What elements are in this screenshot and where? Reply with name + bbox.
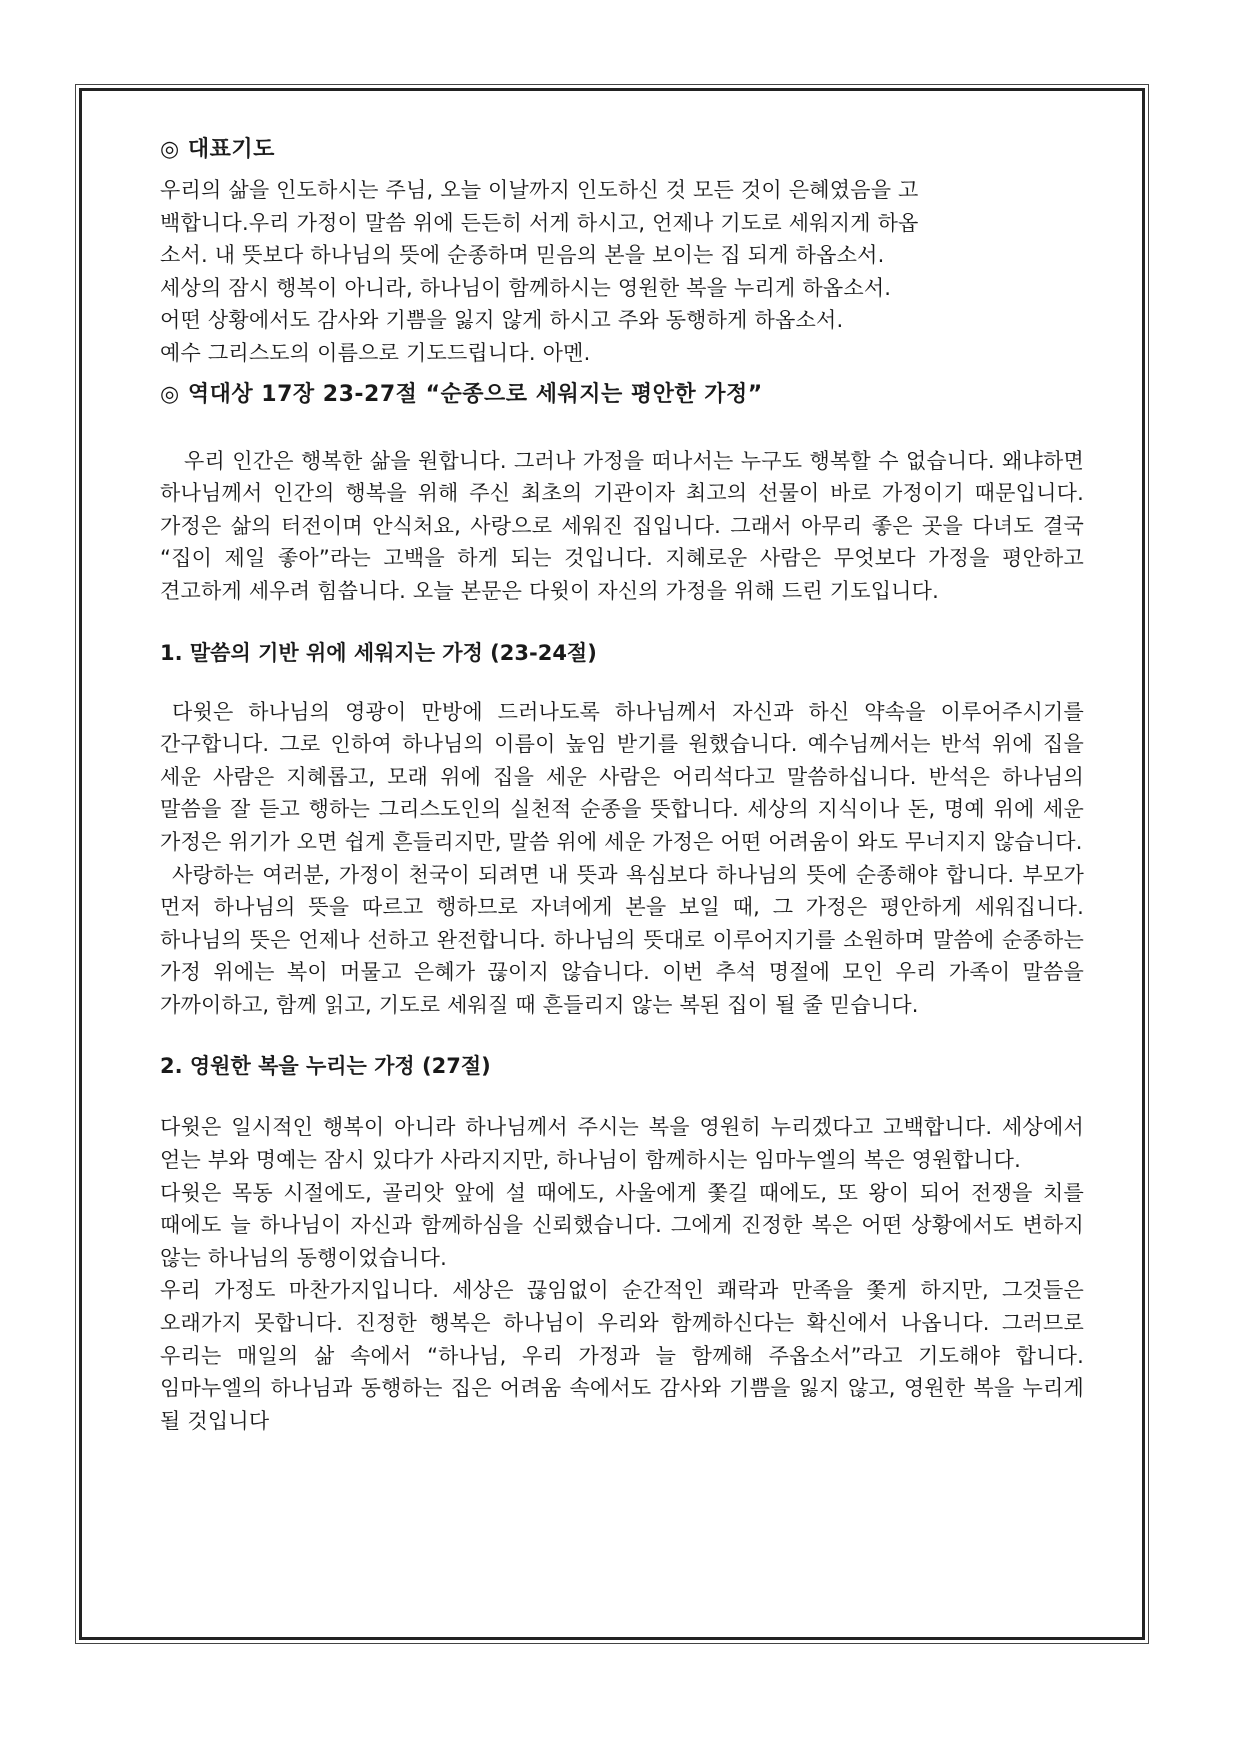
document-body [160, 134, 1084, 1437]
prayer-line: 어떤 상황에서도 감사와 기쁨을 잃지 않게 하시고 주와 동행하게 하옵소서. [160, 308, 844, 333]
prayer-text [160, 174, 1084, 370]
prayer-line: 백합니다.우리 가정이 말씀 위에 든든히 서게 하시고, 언제나 기도로 세워지게 하옵 [160, 210, 919, 235]
sermon-intro-paragraph: 우리 인간은 행복한 삶을 원합니다. 그러나 가정을 떠나서는 누구도 행복할 수 없습니다. 왜냐하면 하나님께서 인간의 행복을 위해 주신 최초의 기관이자 최고의 선물이 바로 가정이기 때문입니다. 가정은 삶의 터전이며 안식처요, 사랑으로 세워진 집입니다. 그래서 아무리 좋은 곳을 다녀도 결국 “집이 제일 좋아”라는 고백을 하게 되는 것입니다. 지혜로운 사람은 무엇보다 가정을 평안하고 견고하게 세우려 힘씁니다. 오늘 본문은 다윗이 자신의 가정을 위해 드린 기도입니다. [160, 448, 1084, 603]
section-1-paragraph-2: 사랑하는 여러분, 가정이 천국이 되려면 내 뜻과 욕심보다 하나님의 뜻에 순종해야 합니다. 부모가 먼저 하나님의 뜻을 따르고 행하므로 자녀에게 본을 보일 때, 그 가정은 평안하게 세워집니다. 하나님의 뜻은 언제나 선하고 완전합니다. 하나님의 뜻대로 이루어지기를 소원하며 말씀에 순종하는 가정 위에는 복이 머물고 은혜가 끊이지 않습니다. 이번 추석 명절에 모인 우리 가족이 말씀을 가까이하고, 함께 읽고, 기도로 세워질 때 흔들리지 않는 복된 집이 될 줄 믿습니다. [160, 862, 1084, 1017]
prayer-heading: ◎ 대표기도 [160, 137, 275, 162]
section-2-title: 2. 영원한 복을 누리는 가정 (27절) [160, 1054, 491, 1079]
section-2-paragraph-2: 다윗은 목동 시절에도, 골리앗 앞에 설 때에도, 사울에게 쫓길 때에도, 또 왕이 되어 전쟁을 치를 때에도 늘 하나님이 자신과 함께하심을 신뢰했습니다. 그에게 진정한 복은 어떤 상황에서도 변하지 않는 하나님의 동행이었습니다. [160, 1180, 1084, 1270]
section-1-title: 1. 말씀의 기반 위에 세워지는 가정 (23-24절) [160, 640, 597, 665]
section-1-paragraph-1: 다윗은 하나님의 영광이 만방에 드러나도록 하나님께서 자신과 하신 약속을 이루어주시기를 간구합니다. 그로 인하여 하나님의 이름이 높임 받기를 원했습니다. 예수님께서는 반석 위에 집을 세운 사람은 지혜롭고, 모래 위에 집을 세운 사람은 어리석다고 말씀하십니다. 반석은 하나님의 말씀을 잘 듣고 행하는 그리스도인의 실천적 순종을 뜻합니다. 세상의 지식이나 돈, 명예 위에 세운 가정은 위기가 오면 쉽게 흔들리지만, 말씀 위에 세운 가정은 어떤 어려움이 와도 무너지지 않습니다. [160, 699, 1084, 854]
prayer-line: 소서. 내 뜻보다 하나님의 뜻에 순종하며 믿음의 본을 보이는 집 되게 하옵소서. [160, 243, 885, 268]
prayer-line: 세상의 잠시 행복이 아니라, 하나님이 함께하시는 영원한 복을 누리게 하옵소서. [160, 275, 892, 300]
section-2-paragraph-1: 다윗은 일시적인 행복이 아니라 하나님께서 주시는 복을 영원히 누리겠다고 고백합니다. 세상에서 얻는 부와 명예는 잠시 있다가 사라지지만, 하나님이 함께하시는 임마누엘의 복은 영원합니다. [160, 1115, 1084, 1173]
sermon-heading: ◎ 역대상 17장 23-27절 “순종으로 세워지는 평안한 가정” [160, 381, 763, 407]
prayer-line: 우리의 삶을 인도하시는 주님, 오늘 이날까지 인도하신 것 모든 것이 은혜였음을 고 [160, 178, 919, 202]
section-2-body [160, 1111, 1084, 1437]
prayer-line: 예수 그리스도의 이름으로 기도드립니다. 아멘. [160, 340, 591, 365]
section-2-paragraph-3: 우리 가정도 마찬가지입니다. 세상은 끊임없이 순간적인 쾌락과 만족을 쫓게 하지만, 그것들은 오래가지 못합니다. 진정한 행복은 하나님이 우리와 함께하신다는 확신에서 나옵니다. 그러므로 우리는 매일의 삶 속에서 “하나님, 우리 가정과 늘 함께해 주옵소서”라고 기도해야 합니다. 임마누엘의 하나님과 동행하는 집은 어려움 속에서도 감사와 기쁨을 잃지 않고, 영원한 복을 누리게 될 것입니다 [160, 1278, 1084, 1433]
